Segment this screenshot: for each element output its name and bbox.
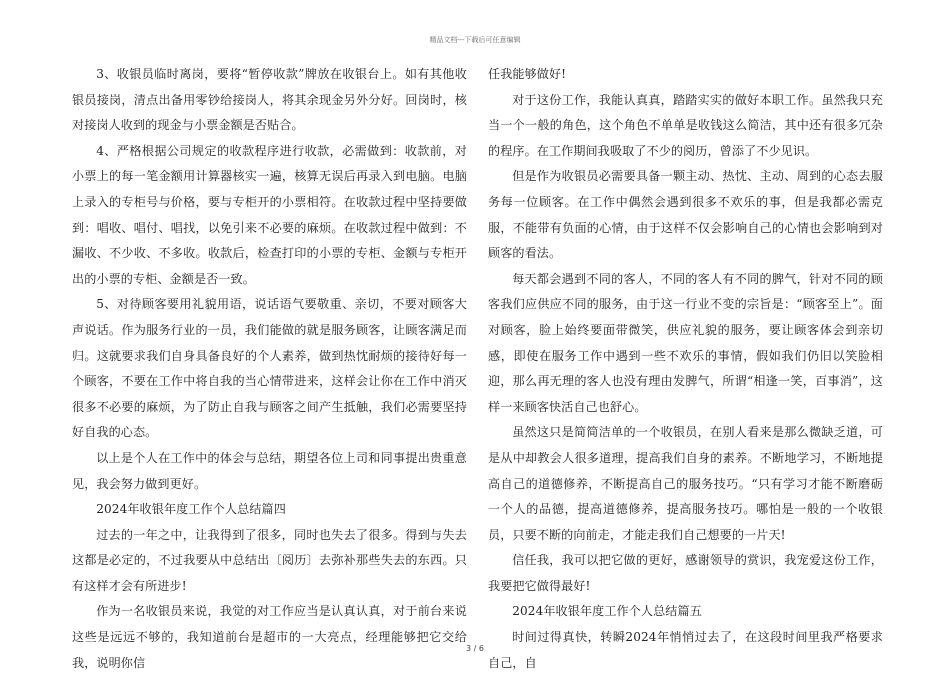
page-header: 精品文档---下载后可任意编辑 xyxy=(429,36,521,44)
section-heading: 2024年收银年度工作个人总结篇五 xyxy=(512,604,702,619)
paragraph: 4、严格根据公司规定的收款程序进行收款，必需做到：收款前，对小票上的每一笔金额用计算器核实一遍，核算无误后再录入到电脑。电脑上录入的专柜号与价格，要与专柜开的小票相符。在收款过程中坚持要做到：唱收、唱付、唱找，以免引来不必要的麻烦。在收款过程中做到：不漏收、不少收、不多收。收款后，检查打印的小票的专柜、金额与专柜开出的小票的专柜、金额是否一致。 xyxy=(72,143,467,286)
paragraph: 信任我，我可以把它做的更好，感谢领导的赏识，我宠爱这份工作，我要把它做得最好! xyxy=(488,553,883,593)
paragraph: 5、对待顾客要用礼貌用语，说话语气要敬重、亲切，不要对顾客大声说话。作为服务行业的一员，我们能做的就是服务顾客，让顾客满足而归。这就要求我们自身具备良好的个人素养，做到热忱耐烦的接待好每一个顾客，不要在工作中将自我的当心情带进来，这样会让你在工作中消灭很多不必要的麻烦，为了防止自我与顾客之间产生抵触，我们必需要坚持好自我的心态。 xyxy=(72,297,467,440)
paragraph: 虽然这只是简简洁单的一个收银员，在别人看来是那么微缺乏道，可是从中却教会人很多道理，提高我们自身的素养。不断地学习，不断地提高自己的道德修养，不断提高自己的服务技巧。“只有学习才能不断磨砺一个人的品德，提高道德修养，提高服务技巧。哪怕是一般的一个收银员，只要不断的向前走，才能走我们自己想要的一片天! xyxy=(488,425,883,542)
paragraph: 作为一名收银员来说，我觉的对工作应当是认真认真，对于前台来说这些是远远不够的，我知道前台是超市的一大亮点，经理能够把它交给我，说明你信 xyxy=(72,604,467,670)
paragraph-continuation: 任我能够做好! xyxy=(488,67,567,81)
left-column xyxy=(72,62,467,676)
paragraph: 对于这份工作，我能认真真，踏踏实实的做好本职工作。虽然我只充当一个一般的角色，这个角色不单单是收钱这么简洁，其中还有很多冗杂的程序。在工作期间我吸取了不少的阅历，曾添了不少见识。 xyxy=(488,92,883,158)
paragraph: 3、收银员临时离岗，要将“暂停收款”牌放在收银台上。如有其他收银员接岗，清点出备用零钞给接岗人，将其余现金另外分好。回岗时，核对接岗人收到的现金与小票金额是否贴合。 xyxy=(72,67,467,133)
paragraph: 时间过得真快，转瞬2024年悄悄过去了，在这段时间里我严格要求自己，自 xyxy=(488,630,883,670)
paragraph: 但是作为收银员必需要具备一颗主动、热忱、主动、周到的心态去服务每一位顾客。在工作中偶然会遇到很多不欢乐的事，但是我都必需克服，不能带有负面的心情，由于这样不仅会影响自己的心情也会影响到对顾客的看法。 xyxy=(488,169,883,261)
paragraph: 以上是个人在工作中的体会与总结，期望各位上司和同事提出贵重意见，我会努力做到更好。 xyxy=(72,450,467,491)
paragraph: 每天都会遇到不同的客人，不同的客人有不同的脾气，针对不同的顾客我们应供应不同的服务，由于这一行业不变的宗旨是：“顾客至上”。面对顾客，脸上始终要面带微笑，供应礼貌的服务，要让顾客体会到亲切感，即使在服务工作中遇到一些不欢乐的事情，假如我们仍旧以笑脸相迎，那么再无理的客人也没有理由发脾气，所谓“相逢一笑，百事消”，这样一来顾客快活自己也舒心。 xyxy=(488,271,883,414)
page-number: 3 / 6 xyxy=(466,644,484,653)
section-heading: 2024年收银年度工作个人总结篇四 xyxy=(96,502,286,517)
right-column xyxy=(488,62,883,676)
paragraph: 过去的一年之中，让我得到了很多，同时也失去了很多。得到与失去这都是必定的，不过我要从中总结出〔阅历〕去弥补那些失去的东西。只有这样才会有所进步! xyxy=(72,527,467,593)
